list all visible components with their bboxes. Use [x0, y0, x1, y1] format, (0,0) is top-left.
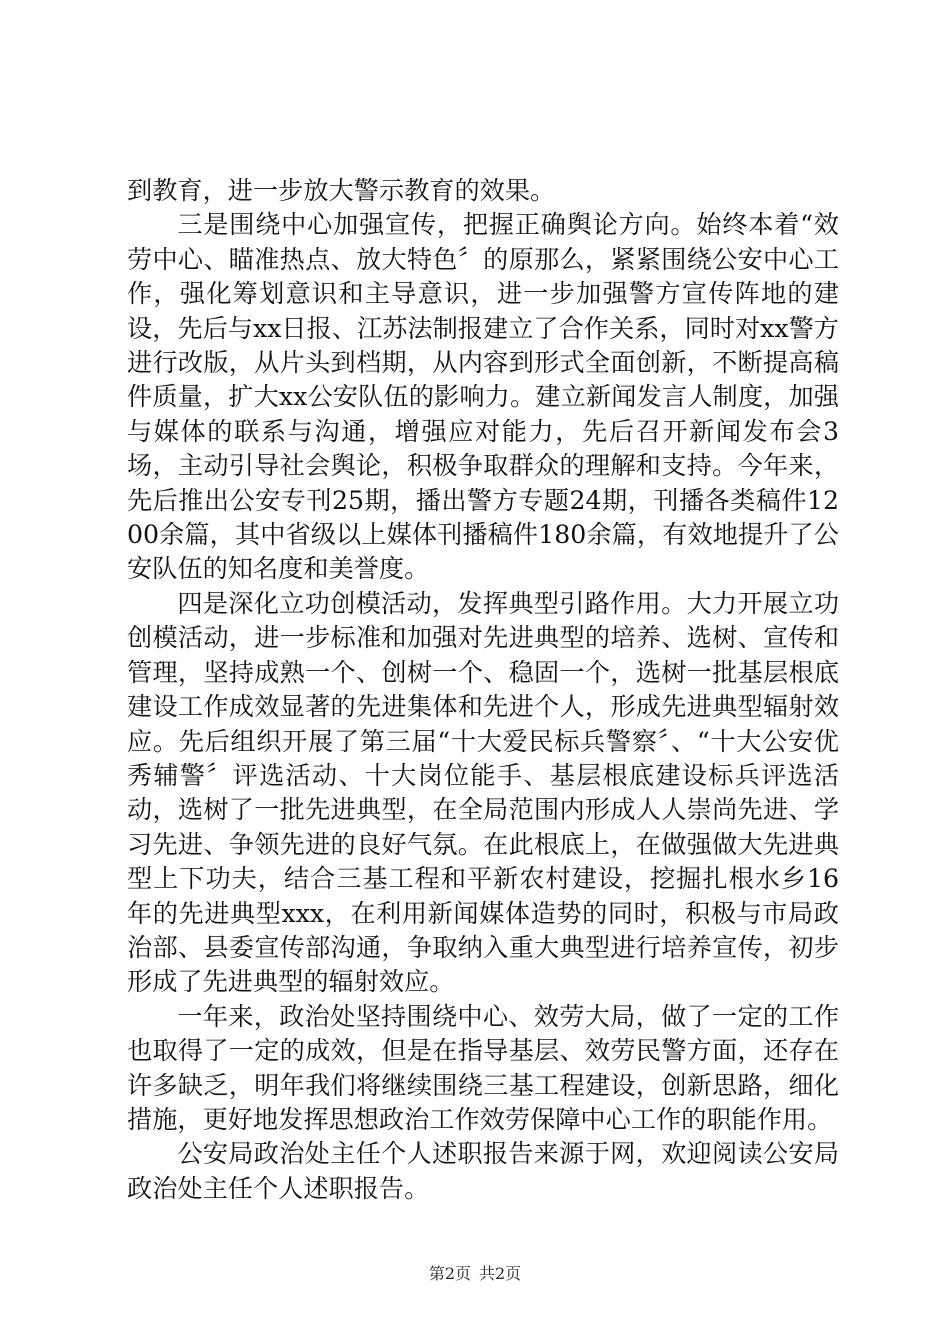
paragraph-summary: 一年来，政治处坚持围绕中心、效劳大局，做了一定的工作也取得了一定的成效，但是在指导基层、效劳民警方面，还存在许多缺乏，明年我们将继续围绕三基工程建设，创新思路，细化措施，更好地发挥思想政治工作效劳保障中心工作的职能作用。 [127, 1001, 839, 1134]
paragraph-publicity: 三是围绕中心加强宣传，把握正确舆论方向。始终本着“效劳中心、瞄准热点、放大特色〞的原那么，紧紧围绕公安中心工作，强化筹划意识和主导意识，进一步加强警方宣传阵地的建设，先后与xx日报、江苏法制报建立了合作关系，同时对xx警方进行改版，从片头到档期，从内容到形式全面创新，不断提高稿件质量，扩大xx公安队伍的影响力。建立新闻发言人制度，加强与媒体的联系与沟通，增强应对能力，先后召开新闻发布会3场，主动引导社会舆论，积极争取群众的理解和支持。今年来，先后推出公安专刊25期，播出警方专题24期，刊播各类稿件1200余篇，其中省级以上媒体刊播稿件180余篇，有效地提升了公安队伍的知名度和美誉度。 [127, 210, 839, 584]
page-footer [0, 1264, 950, 1284]
page-total: 共2页 [479, 1264, 522, 1283]
paragraph-model-activities: 四是深化立功创模活动，发挥典型引路作用。大力开展立功创模活动，进一步标准和加强对先进典型的培养、选树、宣传和管理，坚持成熟一个、创树一个、稳固一个，选树一批基层根底建设工作成效显著的先进集体和先进个人，形成先进典型辐射效应。先后组织开展了第三届“十大爱民标兵警察〞、“十大公安优秀辅警〞评选活动、十大岗位能手、基层根底建设标兵评选活动，选树了一批先进典型，在全局范围内形成人人崇尚先进、学习先进、争领先进的良好气氛。在此根底上，在做强做大先进典型上下功夫，结合三基工程和平新农村建设，挖掘扎根水乡16年的先进典型xxx，在利用新闻媒体造势的同时，积极与市局政治部、县委宣传部沟通，争取纳入重大典型进行培养宣传，初步形成了先进典型的辐射效应。 [127, 588, 839, 997]
page-number: 第2页 [428, 1264, 471, 1283]
paragraph-source-note: 公安局政治处主任个人述职报告来源于网，欢迎阅读公安局政治处主任个人述职报告。 [127, 1139, 839, 1203]
paragraph-continuation: 到教育，进一步放大警示教育的效果。 [127, 176, 556, 205]
document-body [127, 174, 839, 1206]
